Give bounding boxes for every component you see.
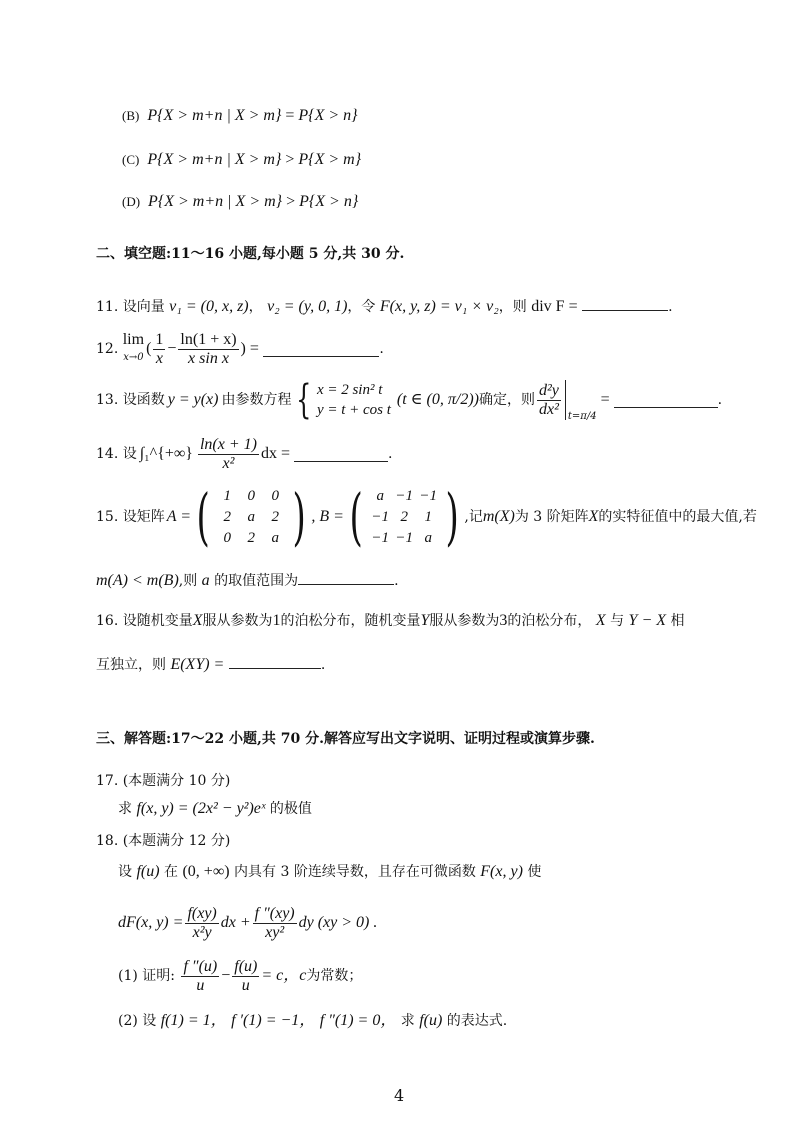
q18-dx: dx + <box>220 914 251 931</box>
q18-minus: − <box>221 967 231 984</box>
q15-text: 的取值范围为 <box>214 573 299 589</box>
answer-blank[interactable] <box>229 654 321 669</box>
option-lhs: P{X > m+n | X > m} <box>147 151 282 168</box>
answer-blank[interactable] <box>294 447 388 462</box>
question-17-header: 17. (本题满分 10 分) <box>96 773 231 789</box>
q14-integral: ∫₁^{+∞} <box>139 445 193 462</box>
q16-text: 的泊松分布，随机变量 <box>280 613 421 629</box>
q18-text: 设 <box>118 864 132 880</box>
q13-range: (t ∈ (0, π/2)) <box>396 391 479 408</box>
question-16 <box>96 612 684 630</box>
question-12 <box>96 327 384 371</box>
q12-frac-den: x sin x <box>188 349 229 367</box>
q13-text: 设函数 <box>122 392 165 408</box>
option-b <box>122 107 358 125</box>
q12-frac-num: 1 <box>155 330 164 348</box>
answer-blank[interactable] <box>582 296 668 311</box>
matrix-cell: 1 <box>223 488 231 504</box>
q18-frac-num: f ″(u) <box>183 957 218 975</box>
q18-eq-c: = c， <box>261 967 300 984</box>
q14-dx: dx = <box>260 445 291 462</box>
option-rhs: P{X > m} <box>298 151 362 168</box>
q12-lim: lim <box>122 331 145 348</box>
q15-matrix-a-label: A = <box>166 508 191 525</box>
q16-text: 的泊松分布， <box>507 613 592 629</box>
matrix-cell: 0 <box>271 488 279 504</box>
question-18-part-1 <box>118 954 362 998</box>
matrix-cell: −1 <box>395 488 413 504</box>
q15-condition: m(A) < m(B) <box>96 572 179 589</box>
q18-cond-3: f ″(1) = 0， <box>319 1012 397 1029</box>
section-3-heading: 三、解答题:17～22 小题,共 70 分.解答应写出文字说明、证明过程或演算步骤. <box>96 731 595 747</box>
question-18-equation <box>118 900 377 946</box>
matrix-cell: −1 <box>395 530 413 546</box>
answer-blank[interactable] <box>614 393 718 408</box>
q15-text: ,则 <box>178 573 198 589</box>
q12-frac-num: ln(1 + x) <box>180 330 237 348</box>
q18-part-label: (2) 设 <box>118 1013 157 1029</box>
q17-text: 的极值 <box>269 801 312 817</box>
q13-eq: = <box>600 391 610 408</box>
q11-end: . <box>668 299 673 315</box>
q16-end: . <box>320 657 326 673</box>
q15-text: 为 3 阶矩阵 <box>514 509 589 525</box>
question-number: 15. <box>96 509 119 525</box>
q16-param-1: 1 <box>272 612 281 629</box>
q11-div: div F = <box>531 298 578 315</box>
matrix-cell: −1 <box>419 488 437 504</box>
option-lhs: P{X > m+n | X > m} <box>148 193 283 210</box>
q12-close: ) = <box>240 340 259 357</box>
q18-cond-2: f ′(1) = −1， <box>231 1012 316 1029</box>
q16-text: 设随机变量 <box>122 613 193 629</box>
brace-icon: { <box>296 377 312 423</box>
q15-mx: m(X) <box>482 508 515 525</box>
q16-x: X <box>192 612 203 629</box>
q13-end: . <box>717 392 723 408</box>
q18-part-label: (1) 证明: <box>118 968 175 984</box>
question-number: 16. <box>96 613 119 629</box>
q11-vector-1: v₁ = (0, x, z) <box>169 298 249 315</box>
option-d <box>122 193 358 211</box>
q18-dy: dy (xy > 0) . <box>298 914 378 931</box>
matrix-cell: 0 <box>247 488 255 504</box>
q16-param-3: 3 <box>499 612 508 629</box>
eval-bar <box>565 380 566 420</box>
question-15 <box>96 480 757 553</box>
matrix-cell: a <box>376 488 384 504</box>
question-number: 14. <box>96 446 119 462</box>
q16-text: 与 <box>610 613 625 629</box>
q15-text: 设矩阵 <box>122 509 165 525</box>
page-number: 4 <box>394 1086 405 1105</box>
q18-frac-den: u <box>196 976 205 994</box>
q17-function: f(x, y) = (2x² − y²)eˣ <box>136 800 266 817</box>
option-rhs: P{X > n} <box>299 193 359 210</box>
q18-frac-num: f(u) <box>234 957 258 975</box>
matrix-cell: −1 <box>371 509 389 525</box>
q18-frac-den: x²y <box>192 923 212 941</box>
q13-text: 由参数方程 <box>221 392 292 408</box>
q11-sep: ， <box>248 299 263 315</box>
q18-frac-num: f(xy) <box>187 904 217 922</box>
answer-blank[interactable] <box>263 342 379 357</box>
q11-vector-2: v₂ = (y, 0, 1) <box>267 298 348 315</box>
q18-text: 为常数； <box>306 968 363 984</box>
q18-text: 求 <box>400 1013 415 1029</box>
q15-matrix-b-label: , B = <box>311 508 344 525</box>
option-op: = <box>285 107 295 124</box>
matrix-cell: 0 <box>223 530 231 546</box>
q16-text: 服从参数为 <box>429 613 500 629</box>
option-op: > <box>285 151 295 168</box>
question-14 <box>96 432 392 476</box>
q17-text: 求 <box>118 801 132 817</box>
q11-field: F(x, y, z) = v₁ × v₂ <box>379 298 499 315</box>
option-label: (D) <box>122 194 141 209</box>
q18-text: 内具有 3 阶连续导数，且存在可微函数 <box>234 864 476 880</box>
question-number: 13. <box>96 392 119 408</box>
q13-eval-at: t=π/4 <box>567 411 597 422</box>
q14-frac-den: x² <box>222 454 235 472</box>
question-13 <box>96 374 722 426</box>
question-18-part-2 <box>118 1012 507 1030</box>
q13-deriv-num: d²y <box>538 381 559 399</box>
option-label: (C) <box>122 152 140 167</box>
matrix-cell: 1 <box>424 509 432 525</box>
matrix-cell: 2 <box>400 509 408 525</box>
matrix-cell: a <box>271 530 279 546</box>
answer-blank[interactable] <box>298 570 394 585</box>
q18-domain: (0, +∞) <box>182 863 230 880</box>
q16-y: Y <box>420 612 430 629</box>
q12-lim-sub: x→0 <box>123 352 144 363</box>
q13-text: 确定，则 <box>478 392 535 408</box>
q14-text: 设 <box>122 446 137 462</box>
q18-frac-den: xy² <box>265 923 285 941</box>
matrix-cell: 2 <box>247 530 255 546</box>
q13-eq-x: x = 2 sin² t <box>316 382 383 398</box>
q11-text: 设向量 <box>122 299 165 315</box>
q15-x: X <box>588 508 599 525</box>
matrix-cell: a <box>247 509 255 525</box>
q18-frac-den: u <box>241 976 250 994</box>
question-11 <box>96 296 673 316</box>
matrix-cell: a <box>424 530 432 546</box>
question-18-header: 18. (本题满分 12 分) <box>96 833 231 849</box>
q13-eq-y: y = t + cos t <box>316 402 391 418</box>
matrix-cell: 2 <box>271 509 279 525</box>
q16-exy: E(XY) = <box>170 656 225 673</box>
q15-end: . <box>394 573 399 589</box>
q15-a: a <box>201 572 210 589</box>
question-18-body <box>118 863 541 881</box>
q18-fu: f(u) <box>419 1012 443 1029</box>
q12-frac-den: x <box>155 349 163 367</box>
q18-c: c <box>299 967 307 984</box>
q16-text: 服从参数为 <box>202 613 273 629</box>
q12-minus: − <box>167 340 177 357</box>
option-lhs: P{X > m+n | X > m} <box>147 107 282 124</box>
matrix-a: ( 1 0 0 2 a 2 0 2 a ) <box>196 480 306 553</box>
section-2-heading: 二、填空题:11～16 小题,每小题 5 分,共 30 分. <box>96 246 405 262</box>
q18-text: 在 <box>164 864 179 880</box>
q13-deriv-den: dx² <box>538 400 559 418</box>
q11-text: ，令 <box>347 299 376 315</box>
q11-text: ，则 <box>498 299 527 315</box>
option-c <box>122 151 361 169</box>
matrix-cell: 2 <box>223 509 231 525</box>
option-rhs: P{X > n} <box>298 107 358 124</box>
question-17-body <box>118 800 312 818</box>
question-number: 12. <box>96 341 119 357</box>
q15-text: ,记 <box>464 509 483 525</box>
q14-frac-num: ln(x + 1) <box>199 435 257 453</box>
q12-open: ( <box>146 340 152 357</box>
q16-x: X <box>595 612 606 629</box>
option-op: > <box>286 193 296 210</box>
question-16-line-2 <box>96 654 325 674</box>
question-number: 11. <box>96 299 119 315</box>
q18-cond-1: f(1) = 1， <box>160 1012 227 1029</box>
q18-text: 的表达式. <box>446 1013 508 1029</box>
q12-end: . <box>379 341 384 357</box>
q13-function: y = y(x) <box>167 391 219 408</box>
q18-frac-num: f ″(xy) <box>254 904 295 922</box>
matrix-b: ( a −1 −1 −1 2 1 −1 −1 a ) <box>349 480 459 553</box>
matrix-cell: −1 <box>371 530 389 546</box>
q16-text: 互独立，则 <box>96 657 166 673</box>
q15-text: 的实特征值中的最大值,若 <box>598 509 757 525</box>
q18-dF: dF(x, y) = <box>118 914 184 931</box>
q16-text: 相 <box>670 613 685 629</box>
q18-fu: f(u) <box>136 863 160 880</box>
q14-end: . <box>388 446 393 462</box>
q18-F: F(x, y) <box>480 863 523 880</box>
q18-text: 使 <box>527 864 542 880</box>
q16-y-minus-x: Y − X <box>628 612 667 629</box>
option-label: (B) <box>122 108 140 123</box>
question-15-line-2 <box>96 570 399 590</box>
